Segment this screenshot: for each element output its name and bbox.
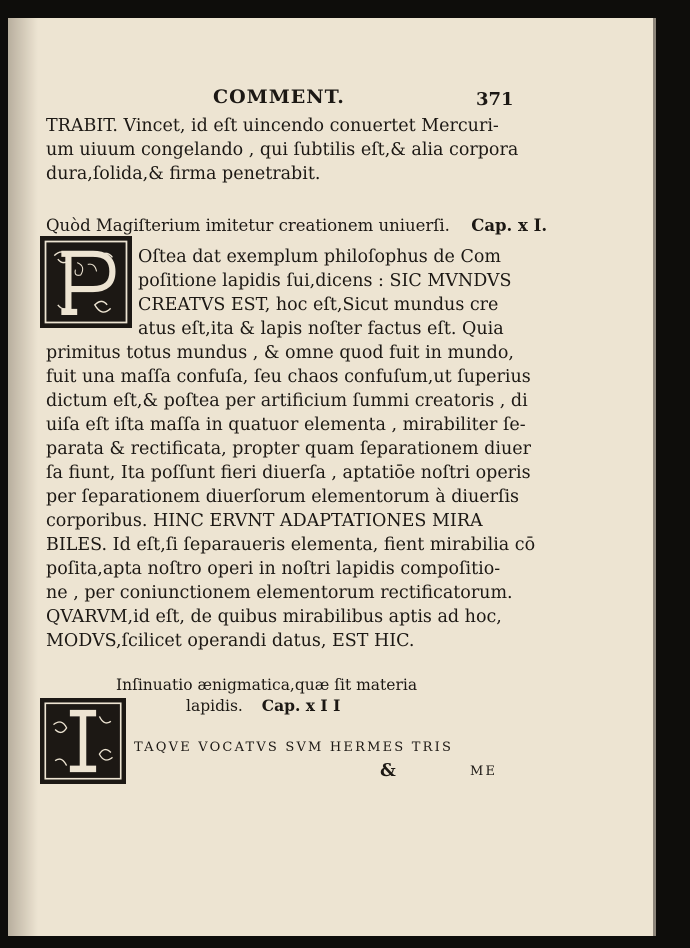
chapter-number: Cap. x I. <box>471 216 548 235</box>
decorated-initial-i <box>40 698 126 784</box>
ornamental-initial-i-icon <box>42 700 124 782</box>
section-heading-text: lapidis. <box>186 697 243 715</box>
page-number: 371 <box>476 89 514 110</box>
body-line: CREATVS EST, hoc eſt,Sicut mundus cre <box>138 295 499 315</box>
section-heading-line <box>186 696 340 715</box>
body-line: poſitione lapidis ſui,dicens : SIC MVNDVS <box>138 271 512 291</box>
body-line: QVARVM,id eſt, de quibus mirabilibus aptis ad hoc, <box>46 607 502 627</box>
body-line: dictum eſt,& poſtea per artificium ſummi creatoris , di <box>46 391 528 411</box>
catchword-ampersand: & <box>380 761 396 781</box>
body-line: per ſeparationem diuerſorum elementorum à diuerſis <box>46 487 520 507</box>
book-page <box>8 18 656 936</box>
body-line: TRABIT. Vincet, id eſt uincendo conuertet Mercuri- <box>46 116 499 136</box>
body-line: poſita,apta noſtro operi in noſtri lapidis compoſitio- <box>46 559 501 579</box>
body-line: primitus totus mundus , & omne quod fuit in mundo, <box>46 343 514 363</box>
body-line: parata & rectificata, propter quam ſeparationem diuer <box>46 439 531 459</box>
body-line: um uiuum congelando , qui ſubtilis eſt,& alia corpora <box>46 140 519 160</box>
body-line: fuit una maſſa confuſa, ſeu chaos confuſum,ut ſuperius <box>46 367 531 387</box>
body-line: dura,ſolida,& firma penetrabit. <box>46 164 321 184</box>
body-line: corporibus. HINC ERVNT ADAPTATIONES MIRA <box>46 511 483 531</box>
running-head: COMMENT. <box>213 86 345 108</box>
body-line: ne , per coniunctionem elementorum rectificatorum. <box>46 583 513 603</box>
body-line: uiſa eſt iſta maſſa in quatuor elementa , mirabiliter ſe- <box>46 415 526 435</box>
chapter-title: Quòd Magiſterium imitetur creationem uniuerſi. <box>46 216 450 235</box>
body-line: ſa fiunt, Ita poſſunt fieri diuerſa , aptatiōe noſtri operis <box>46 463 531 483</box>
body-line: TAQVE VOCATVS SVM HERMES TRIS <box>134 740 454 755</box>
chapter-number: Cap. x I I <box>261 696 341 715</box>
body-line: BILES. Id eſt,ſi ſeparaueris elementa, fient mirabilia cō <box>46 535 536 555</box>
body-line: MODVS,ſcilicet operandi datus, EST HIC. <box>46 631 415 651</box>
section-heading-line: Inſinuatio ænigmatica,quæ ſit materia <box>116 676 418 694</box>
ornamental-initial-p-icon <box>42 238 130 326</box>
body-line: Oſtea dat exemplum philoſophus de Com <box>138 247 501 267</box>
body-line: atus eſt,ita & lapis noſter factus eſt. Quia <box>138 319 504 339</box>
decorated-initial-p <box>40 236 132 328</box>
catchword: ME <box>470 764 498 779</box>
chapter-heading <box>46 216 547 235</box>
